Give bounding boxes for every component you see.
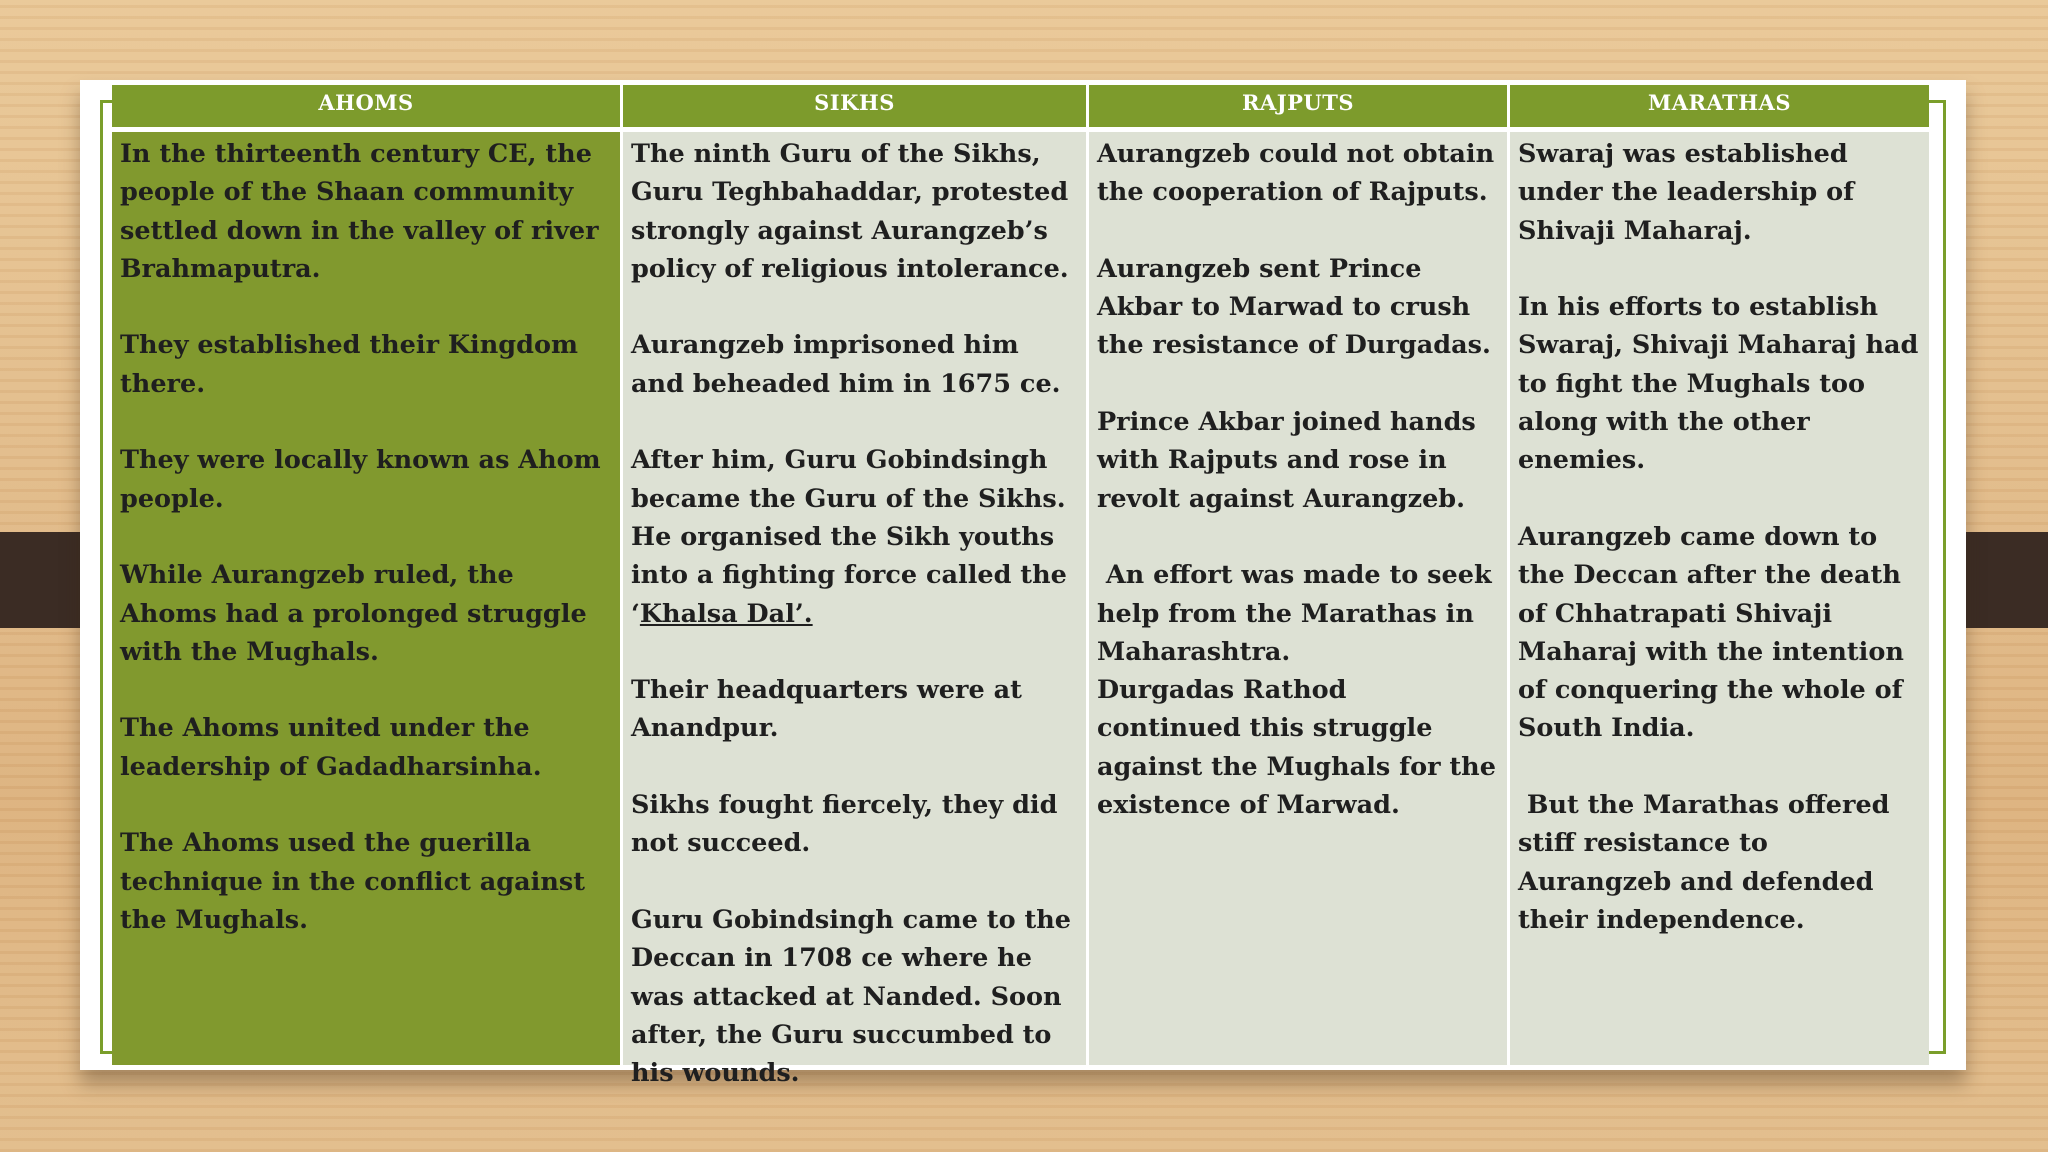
- ahoms-paragraph: The Ahoms used the guerilla technique in the conflict against the Mughals.: [120, 828, 586, 935]
- cell-marathas: [1510, 132, 1929, 1065]
- slide: [80, 80, 1966, 1089]
- marathas-paragraph: Aurangzeb came down to the Deccan after the death of Chhatrapati Shivaji Maharaj with the intention of conquering the whole of South India.: [1518, 521, 1904, 744]
- rajputs-paragraph: Aurangzeb could not obtain the cooperation of Rajputs.: [1097, 139, 1495, 208]
- sikhs-paragraph: Their headquarters were at Anandpur.: [631, 675, 1022, 744]
- ahoms-paragraph: While Aurangzeb ruled, the Ahoms had a prolonged struggle with the Mughals.: [120, 560, 587, 667]
- khalsa-dal-term: Khalsa Dal’.: [639, 598, 813, 629]
- cell-sikhs: [623, 132, 1086, 1089]
- rajputs-paragraph: Aurangzeb sent Prince Akbar to Marwad to crush the resistance of Durgadas.: [1097, 253, 1491, 361]
- header-ahoms: AHOMS: [112, 85, 620, 127]
- sikhs-paragraph-text: After him, Guru Gobindsingh became the Guru of the Sikhs. He organised the Sikh youths into a fighting force called the ‘: [631, 445, 1067, 629]
- sikhs-paragraph: Aurangzeb imprisoned him and beheaded him in 1675 ce.: [631, 330, 1061, 399]
- ahoms-paragraph: The Ahoms united under the leadership of Gadadharsinha.: [120, 713, 542, 782]
- marathas-paragraph: Swaraj was established under the leadership of Shivaji Maharaj.: [1518, 139, 1855, 246]
- sikhs-paragraph: [631, 441, 1078, 632]
- rajputs-paragraph: Durgadas Rathod continued this struggle against the Mughals for the existence of Marwad.: [1097, 675, 1496, 821]
- marathas-paragraph: But the Marathas offered stiff resistance to Aurangzeb and defended their independence.: [1518, 790, 1899, 935]
- sikhs-paragraph: The ninth Guru of the Sikhs, Guru Teghbahaddar, protested strongly against Aurangzeb’s policy of religious intolerance.: [631, 139, 1069, 284]
- marathas-paragraph: In his efforts to establish Swaraj, Shivaji Maharaj had to fight the Mughals too along with the other enemies.: [1518, 292, 1919, 476]
- ahoms-paragraph: They were locally known as Ahom people.: [120, 445, 601, 514]
- comparison-table: [112, 85, 1920, 1089]
- cell-rajputs: [1089, 132, 1507, 1065]
- ahoms-paragraph: In the thirteenth century CE, the people of the Shaan community settled down in the valley of river Brahmaputra.: [120, 139, 599, 284]
- ahoms-paragraph: They established their Kingdom there.: [120, 330, 578, 399]
- cell-ahoms: [112, 132, 620, 1065]
- rajputs-paragraph: An effort was made to seek help from the Marathas in Maharashtra.: [1097, 560, 1501, 667]
- header-marathas: MARATHAS: [1510, 85, 1929, 127]
- sikhs-paragraph: Sikhs fought fiercely, they did not succeed.: [631, 790, 1058, 859]
- header-rajputs: RAJPUTS: [1089, 85, 1507, 127]
- header-sikhs: SIKHS: [623, 85, 1086, 127]
- sikhs-paragraph: Guru Gobindsingh came to the Deccan in 1708 ce where he was attacked at Nanded. Soon after, the Guru succumbed to his wounds.: [631, 904, 1072, 1089]
- rajputs-paragraph: Prince Akbar joined hands with Rajputs and rose in revolt against Aurangzeb.: [1097, 407, 1476, 514]
